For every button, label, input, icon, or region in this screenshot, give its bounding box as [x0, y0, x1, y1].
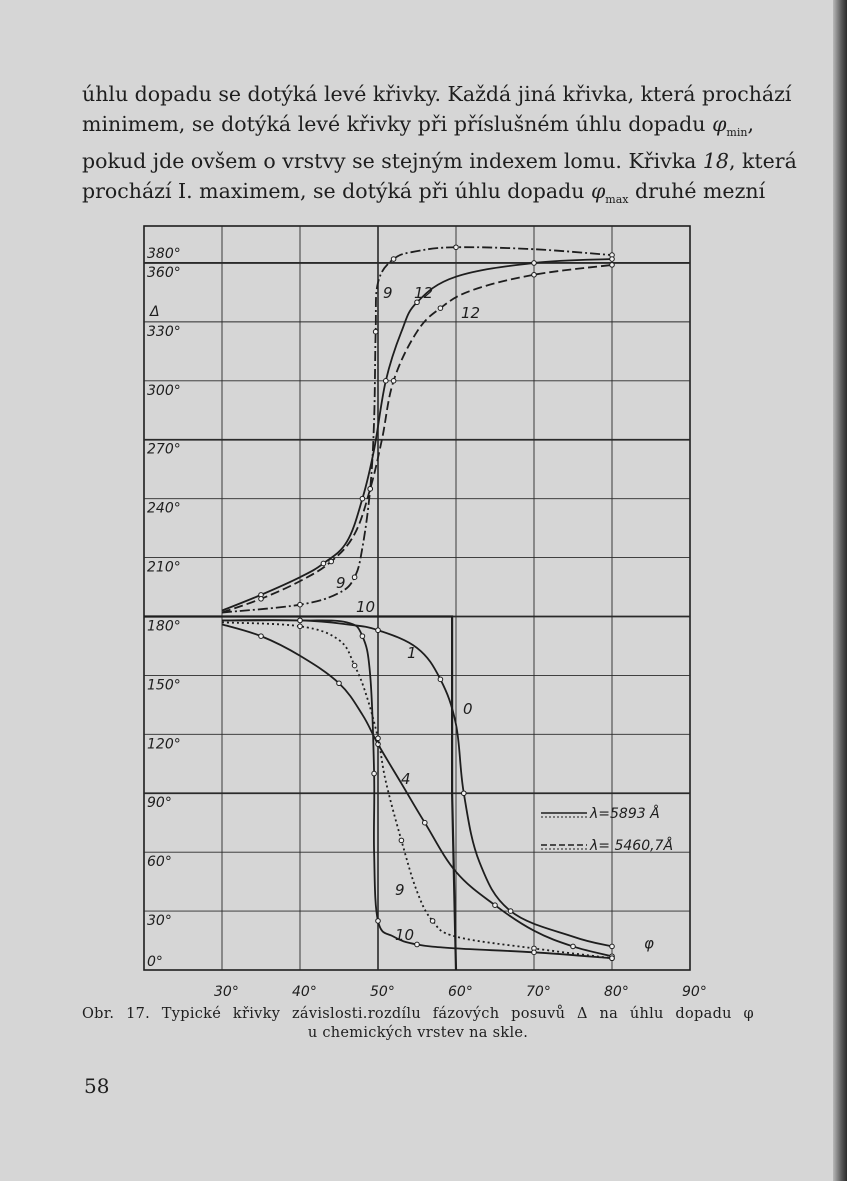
- curve-label: 4: [401, 770, 411, 788]
- x-tick-label: 80°: [604, 984, 629, 1000]
- y-tick-label: 380°: [147, 246, 181, 262]
- x-tick-label: 50°: [370, 984, 395, 1000]
- data-point: [376, 628, 381, 633]
- data-point: [329, 559, 334, 564]
- x-tick-label: 60°: [448, 984, 473, 1000]
- y-tick-label: 120°: [147, 736, 181, 753]
- data-point: [399, 838, 404, 843]
- data-point: [508, 909, 513, 914]
- data-point: [391, 257, 396, 262]
- data-point: [610, 956, 615, 961]
- y-tick-label: 90°: [147, 795, 172, 812]
- data-point: [372, 771, 377, 776]
- curve-label: 12: [414, 284, 434, 302]
- data-point: [571, 944, 576, 949]
- x-tick-label: 30°: [214, 984, 239, 1000]
- data-point: [462, 791, 467, 796]
- x-tick-label: 90°: [682, 984, 707, 1000]
- y-tick-label: 300°: [147, 382, 181, 399]
- curve-label: 9: [395, 881, 405, 899]
- x-tick-label: 40°: [292, 984, 317, 1000]
- data-point: [298, 624, 303, 629]
- data-point: [298, 602, 303, 607]
- data-point: [360, 634, 365, 639]
- data-point: [532, 261, 537, 266]
- y-tick-label: 210°: [147, 559, 181, 576]
- data-point: [430, 919, 435, 924]
- data-point: [610, 257, 615, 262]
- line4-tail: druhé mezní: [628, 178, 766, 203]
- curve-label: 0: [463, 700, 473, 718]
- data-point: [493, 903, 498, 908]
- y-tick-label: 270°: [147, 441, 181, 458]
- phi-symbol: φ: [712, 111, 727, 136]
- data-point: [423, 820, 428, 825]
- y-tick-label: 60°: [147, 854, 172, 871]
- y-tick-label: 30°: [147, 913, 172, 930]
- data-point: [454, 245, 459, 250]
- data-point: [610, 944, 615, 949]
- phi-subscript-min: min: [726, 125, 748, 139]
- data-point: [352, 575, 357, 580]
- data-point: [376, 736, 381, 741]
- data-point: [532, 950, 537, 955]
- y-tick-label: 360°: [147, 264, 181, 281]
- y-axis-label: Δ: [150, 303, 160, 320]
- caption-line-1: Obr. 17. Typické křivky závislosti.rozdílu fázových posuvů Δ na úhlu dopadu φ: [82, 1006, 754, 1022]
- data-point: [352, 663, 357, 668]
- curve-10-solid: [222, 620, 612, 958]
- legend-label-5460: λ= 5460,7Å: [590, 838, 674, 854]
- caption-line-2: u chemických vrstev na skle.: [307, 1025, 529, 1041]
- data-point: [438, 306, 443, 311]
- data-point: [610, 263, 615, 268]
- data-point: [298, 618, 303, 623]
- curve-9-dotted: [222, 622, 612, 958]
- line3-tail: , která: [728, 149, 797, 173]
- data-point: [384, 379, 389, 384]
- y-tick-label: 330°: [147, 323, 181, 340]
- curve-number: 18: [702, 149, 729, 173]
- curve-1-solid: [222, 620, 612, 946]
- data-point: [259, 597, 264, 602]
- data-point: [376, 919, 381, 924]
- curve-label: 12: [461, 304, 481, 322]
- data-point: [415, 942, 420, 947]
- curve-label: 10: [356, 598, 376, 616]
- data-point: [337, 681, 342, 686]
- curve-label: 10: [395, 926, 415, 944]
- y-tick-label: 0°: [147, 954, 163, 970]
- data-point: [373, 329, 378, 334]
- data-point: [259, 634, 264, 639]
- plot-frame: [144, 226, 690, 970]
- y-tick-label: 180°: [147, 618, 181, 635]
- y-tick-label: 240°: [147, 500, 181, 517]
- phi-symbol: φ: [590, 178, 606, 203]
- phi-subscript-max: max: [605, 192, 629, 206]
- data-point: [360, 496, 365, 501]
- legend-label-5893: λ=5893 Å: [590, 806, 660, 822]
- curve-label: 1: [407, 644, 417, 662]
- line2-text: minimem, se dotýká levé křivky při příslušném úhlu dopadu: [82, 111, 713, 136]
- curve-4-solid: [222, 624, 612, 956]
- data-point: [532, 272, 537, 277]
- data-point: [438, 677, 443, 682]
- curve-12-dashed: [222, 265, 612, 613]
- page-number: 58: [84, 1074, 110, 1098]
- x-axis-label: φ: [644, 934, 654, 953]
- x-tick-label: 70°: [526, 984, 551, 1000]
- line4-text: prochází I. maximem, se dotýká při úhlu dopadu: [82, 178, 591, 203]
- line2-tail: ,: [747, 111, 754, 136]
- data-point: [368, 487, 373, 492]
- figure-caption: [82, 1005, 754, 1043]
- line3-text: pokud jde ovšem o vrstvy se stejným indexem lomu. Křivka: [82, 149, 703, 173]
- y-tick-label: 150°: [147, 677, 181, 694]
- data-point: [391, 379, 396, 384]
- curve-label: 9: [383, 284, 393, 302]
- paragraph-line-1: úhlu dopadu se dotýká levé křivky. Každá jiná křivka, která prochází: [82, 82, 792, 106]
- curve-label: 9: [336, 574, 346, 592]
- data-point: [321, 561, 326, 566]
